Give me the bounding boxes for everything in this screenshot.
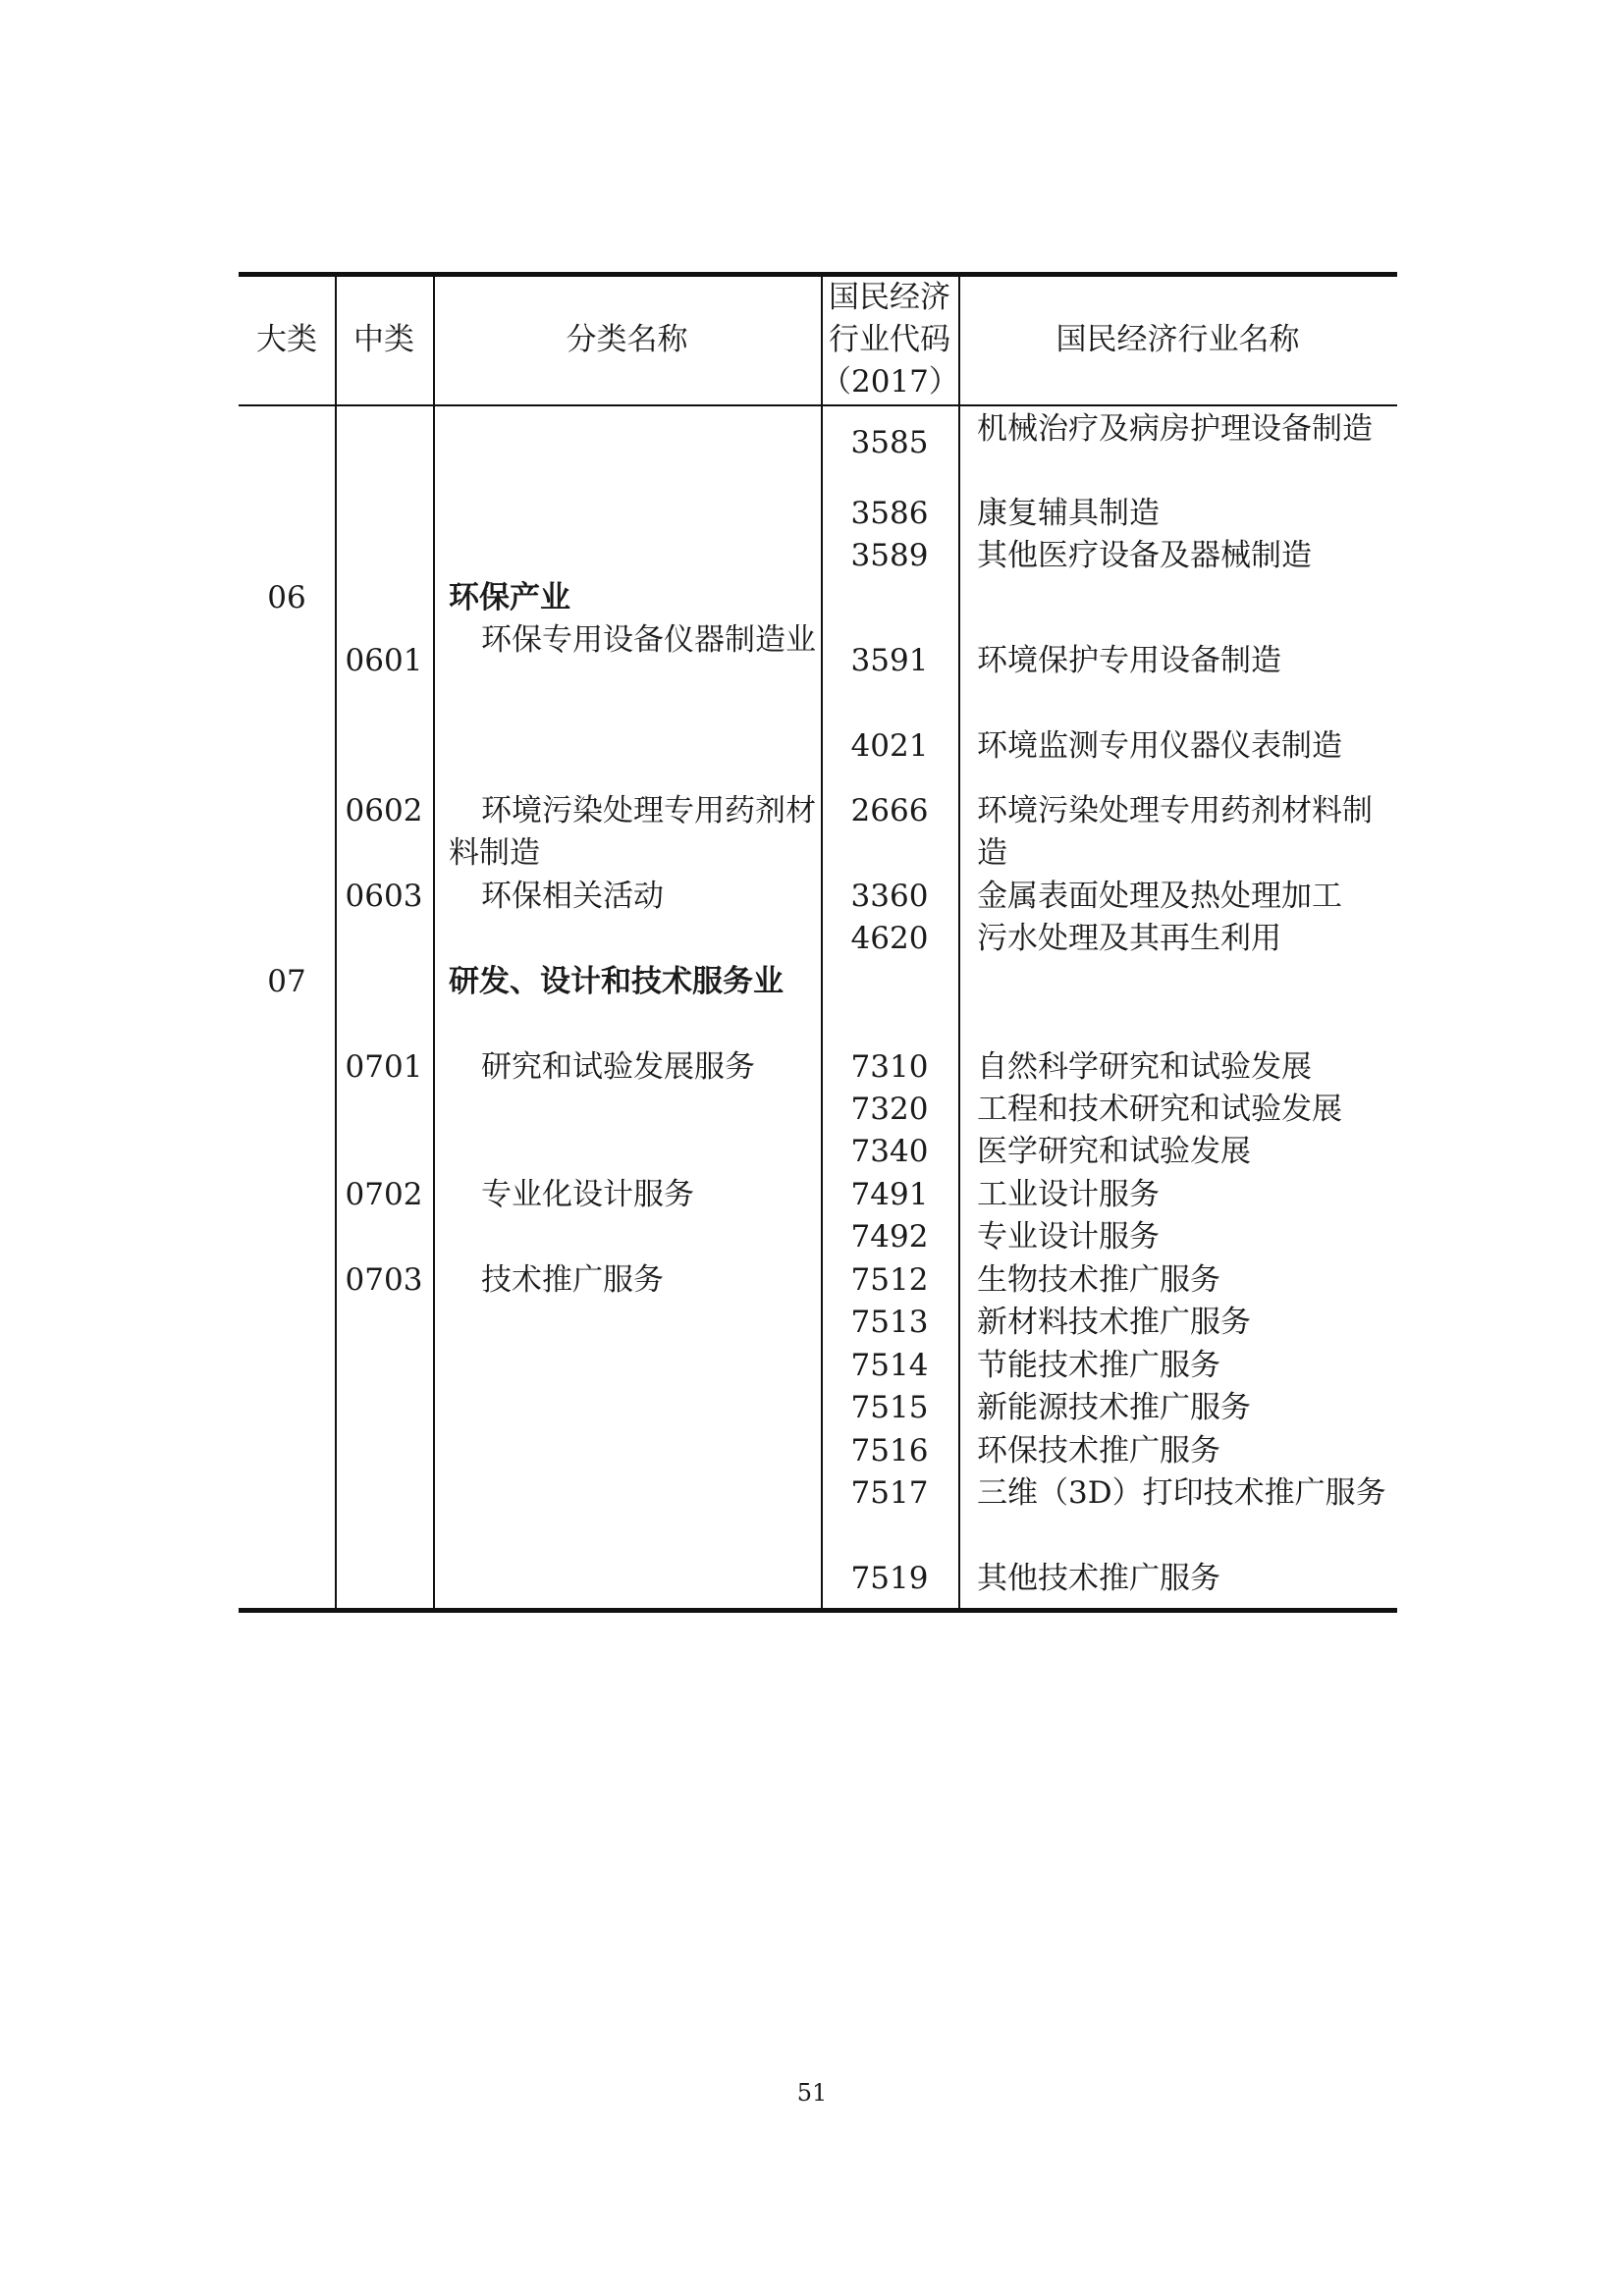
column-divider bbox=[335, 277, 337, 1608]
category-name: 研发、设计和技术服务业 bbox=[449, 964, 784, 999]
header-divider bbox=[239, 404, 1397, 406]
industry-code: 3591 bbox=[850, 643, 929, 678]
page-number: 51 bbox=[796, 2079, 828, 2107]
industry-code: 3586 bbox=[850, 496, 929, 531]
industry-code: 7512 bbox=[850, 1262, 929, 1298]
industry-code: 7340 bbox=[850, 1134, 929, 1169]
category-name: 环保相关活动 bbox=[481, 879, 664, 914]
zhonglei-code: 0703 bbox=[345, 1262, 423, 1298]
header-zhonglei: 中类 bbox=[353, 322, 414, 357]
column-divider bbox=[958, 277, 960, 1608]
zhonglei-code: 0603 bbox=[345, 879, 423, 914]
industry-name: 专业设计服务 bbox=[977, 1219, 1160, 1255]
industry-code: 7515 bbox=[850, 1390, 929, 1425]
industry-code: 7517 bbox=[850, 1475, 929, 1511]
industry-code: 7492 bbox=[850, 1219, 929, 1255]
header-code-line2: 行业代码 bbox=[829, 322, 950, 357]
industry-code: 4021 bbox=[850, 728, 929, 764]
category-name: 环保产业 bbox=[449, 580, 570, 615]
column-divider bbox=[433, 277, 435, 1608]
industry-code: 2666 bbox=[850, 793, 929, 828]
industry-code: 7310 bbox=[850, 1049, 929, 1085]
industry-name: 新材料技术推广服务 bbox=[977, 1305, 1251, 1340]
industry-code: 7513 bbox=[850, 1305, 929, 1340]
dalei-code: 07 bbox=[267, 964, 306, 999]
header-code-line3: （2017） bbox=[821, 364, 959, 400]
industry-name: 康复辅具制造 bbox=[977, 496, 1160, 531]
category-name: 环境污染处理专用药剂材料制造 bbox=[449, 793, 816, 871]
zhonglei-code: 0702 bbox=[345, 1177, 423, 1212]
industry-name: 金属表面处理及热处理加工 bbox=[977, 879, 1342, 914]
category-name: 专业化设计服务 bbox=[481, 1177, 694, 1212]
industry-name: 机械治疗及病房护理设备制造 bbox=[977, 411, 1373, 447]
industry-name: 新能源技术推广服务 bbox=[977, 1390, 1251, 1425]
industry-name: 工业设计服务 bbox=[977, 1177, 1160, 1212]
industry-code: 3360 bbox=[850, 879, 929, 914]
industry-name: 其他医疗设备及器械制造 bbox=[977, 538, 1312, 573]
industry-name: 三维（3D）打印技术推广服务 bbox=[977, 1475, 1386, 1511]
classification-table bbox=[239, 272, 1397, 1613]
industry-name: 节能技术推广服务 bbox=[977, 1348, 1220, 1383]
header-code-line1: 国民经济 bbox=[829, 280, 950, 315]
industry-code: 7491 bbox=[850, 1177, 929, 1212]
industry-name: 环境保护专用设备制造 bbox=[977, 643, 1281, 678]
industry-name: 环境污染处理专用药剂材料制造 bbox=[977, 793, 1373, 871]
zhonglei-code: 0602 bbox=[345, 793, 423, 828]
category-name: 环保专用设备仪器制造业 bbox=[481, 622, 816, 658]
industry-name: 生物技术推广服务 bbox=[977, 1262, 1220, 1298]
header-category-name: 分类名称 bbox=[566, 322, 688, 357]
dalei-code: 06 bbox=[267, 580, 306, 615]
industry-code: 7516 bbox=[850, 1433, 929, 1468]
category-name: 研究和试验发展服务 bbox=[481, 1049, 755, 1085]
industry-name: 污水处理及其再生利用 bbox=[977, 921, 1281, 956]
zhonglei-code: 0701 bbox=[345, 1049, 423, 1085]
industry-code: 3589 bbox=[850, 538, 929, 573]
industry-code: 7514 bbox=[850, 1348, 929, 1383]
industry-name: 其他技术推广服务 bbox=[977, 1561, 1220, 1596]
industry-code: 4620 bbox=[850, 921, 929, 956]
industry-name: 环保技术推广服务 bbox=[977, 1433, 1220, 1468]
header-dalei: 大类 bbox=[256, 322, 317, 357]
header-industry-name: 国民经济行业名称 bbox=[1056, 322, 1300, 357]
zhonglei-code: 0601 bbox=[345, 643, 423, 678]
industry-code: 7320 bbox=[850, 1092, 929, 1127]
industry-name: 环境监测专用仪器仪表制造 bbox=[977, 728, 1342, 764]
industry-name: 医学研究和试验发展 bbox=[977, 1134, 1251, 1169]
industry-name: 工程和技术研究和试验发展 bbox=[977, 1092, 1342, 1127]
category-name: 技术推广服务 bbox=[481, 1262, 664, 1298]
industry-code: 7519 bbox=[850, 1561, 929, 1596]
industry-code: 3585 bbox=[850, 425, 929, 460]
industry-name: 自然科学研究和试验发展 bbox=[977, 1049, 1312, 1085]
